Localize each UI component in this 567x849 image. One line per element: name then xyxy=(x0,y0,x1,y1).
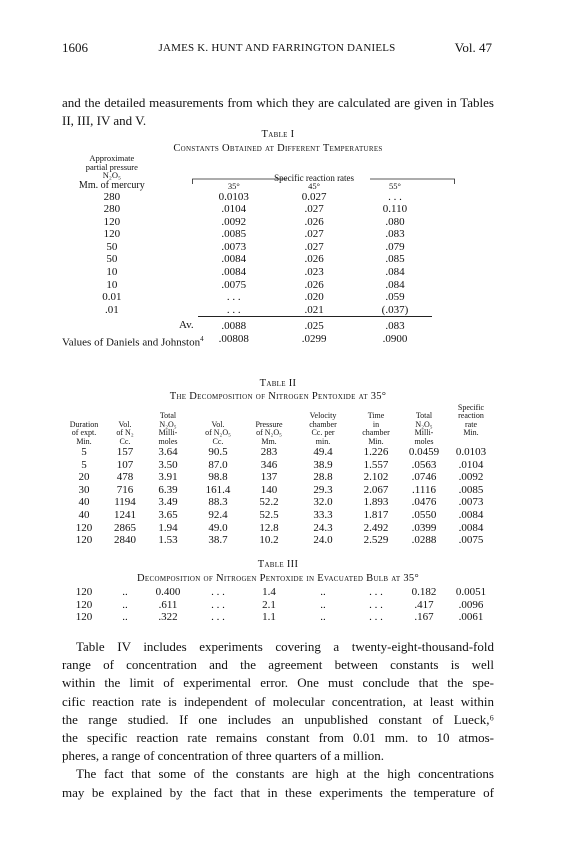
table-cell: .027 xyxy=(304,203,324,216)
header-line: moles xyxy=(414,436,434,446)
spacer xyxy=(432,216,494,229)
table1-body xyxy=(62,190,494,349)
spacer xyxy=(432,241,494,254)
spacer xyxy=(432,203,494,216)
table3 xyxy=(62,586,494,624)
spacer xyxy=(432,333,494,346)
table-cell: .083 xyxy=(358,317,431,333)
table-cell: .01 xyxy=(104,304,119,317)
table-row xyxy=(62,484,494,497)
dj-wrap xyxy=(62,333,204,349)
header-line: chamber xyxy=(362,428,390,438)
table-cell: 98.8 xyxy=(208,471,228,484)
table-cell: 280 xyxy=(103,203,121,216)
header-line: Cc. xyxy=(119,436,131,446)
table-cell: 478 xyxy=(116,471,134,484)
header-line: of N₂O₅ xyxy=(256,428,282,438)
table-cell: 2.1 xyxy=(262,598,276,611)
column-header xyxy=(400,404,448,446)
table-cell: 2840 xyxy=(114,534,136,547)
header-line: Total xyxy=(415,411,433,421)
table-cell: 29.3 xyxy=(313,483,333,496)
table-cell: 2.102 xyxy=(363,471,389,484)
temp-header-55: 55° xyxy=(388,181,401,191)
table-cell: 90.5 xyxy=(208,446,228,459)
table-cell: 0.01 xyxy=(102,291,122,304)
intro-paragraph: and the detailed measurements from which they are calculated are given in Tables II, III, IV and V. xyxy=(62,95,494,129)
table-row xyxy=(62,216,494,229)
table1-title: Constants Obtained at Different Temperatures xyxy=(173,143,383,154)
table-cell: 33.3 xyxy=(313,509,333,521)
table-cell: 120 xyxy=(75,611,93,624)
table-cell: .417 xyxy=(414,598,434,611)
table3-label: Table III xyxy=(257,559,299,570)
table-cell: 120 xyxy=(75,586,93,598)
table-cell: 1.226 xyxy=(363,446,389,459)
table-row xyxy=(62,471,494,484)
header-line: rate xyxy=(465,419,477,429)
table-cell: 0.400 xyxy=(155,586,181,598)
table-cell: .00808 xyxy=(218,333,249,346)
table-cell: .025 xyxy=(270,317,358,333)
table-cell: .0746 xyxy=(411,471,437,484)
table-row xyxy=(62,509,494,522)
table-cell: 137 xyxy=(260,471,278,484)
table-cell: .020 xyxy=(304,291,324,304)
header-line: Total xyxy=(159,411,177,421)
table2 xyxy=(62,404,494,547)
column-header xyxy=(448,404,494,446)
table-row xyxy=(62,241,494,254)
table-cell: .0476 xyxy=(411,496,437,509)
table-cell: . . . xyxy=(211,611,225,624)
av-label: Av. xyxy=(179,318,194,331)
table-cell: 140 xyxy=(260,483,278,496)
body-paragraphs xyxy=(62,638,494,802)
header-line: Vol. xyxy=(118,419,132,429)
table-cell: .0104 xyxy=(221,203,247,216)
dj-label-cell xyxy=(62,333,204,349)
body-line: range of concentration and the agreement between constants is well xyxy=(62,657,494,673)
table-cell: .080 xyxy=(385,215,405,228)
table-cell: 50 xyxy=(106,253,118,266)
table-cell: . . . xyxy=(388,190,402,203)
table-cell: .0092 xyxy=(458,471,484,484)
table-cell: 3.50 xyxy=(158,458,178,471)
temp-header-45 xyxy=(270,154,358,191)
table-cell: . . . xyxy=(226,291,241,304)
table-cell: .0088 xyxy=(198,317,270,333)
table-row xyxy=(62,279,494,292)
header-line: Vol. xyxy=(211,419,225,429)
table-cell: 0.110 xyxy=(382,203,408,216)
table2-header-row xyxy=(62,404,494,446)
header-line: Specific xyxy=(457,403,485,412)
table1-label: Table I xyxy=(261,129,295,140)
table-cell: 0.182 xyxy=(411,586,437,598)
header-line: Cc. per xyxy=(311,428,335,438)
table-cell: 1.557 xyxy=(363,458,389,471)
volume-label: Vol. 47 xyxy=(454,40,492,55)
spacer xyxy=(432,291,494,304)
table-cell: 87.0 xyxy=(208,458,228,471)
table-row xyxy=(62,253,494,266)
table-cell: .. xyxy=(122,598,128,611)
table-row xyxy=(62,459,494,472)
header-line: Velocity xyxy=(309,411,337,421)
footnote-ref: 4 xyxy=(200,335,204,344)
table-cell: .0900 xyxy=(382,333,408,346)
table-cell: .. xyxy=(122,586,128,598)
table-cell: 1.1 xyxy=(262,611,276,624)
table-cell: 0.027 xyxy=(301,190,327,203)
table-cell: .084 xyxy=(385,278,405,291)
table-row xyxy=(62,522,494,535)
table-cell: .0085 xyxy=(458,483,484,496)
table-cell: .084 xyxy=(385,266,405,279)
table2-title: The Decomposition of Nitrogen Pentoxide at 35° xyxy=(169,391,387,402)
table-cell: 120 xyxy=(75,521,93,534)
table-cell: .0299 xyxy=(301,333,327,346)
table-cell: .0073 xyxy=(458,496,484,509)
table-cell: .1116 xyxy=(412,483,436,496)
table-cell: 1.94 xyxy=(158,521,178,534)
table-cell: 10 xyxy=(106,266,118,279)
table-row xyxy=(62,446,494,459)
table-cell: 10 xyxy=(106,278,118,291)
table-cell: 120 xyxy=(75,598,93,611)
table-cell: 49.4 xyxy=(313,446,333,459)
header-line: Min. xyxy=(368,436,384,446)
table-cell: .0399 xyxy=(411,521,437,534)
table-cell: .021 xyxy=(304,303,324,316)
page-number: 1606 xyxy=(62,40,88,55)
table-cell: .0075 xyxy=(221,278,247,291)
body-line: the range studied. If one includes an unpublished constant of Lueck,⁶ xyxy=(62,711,494,727)
table-cell: .0563 xyxy=(411,458,437,471)
table-cell: .023 xyxy=(304,266,324,279)
table-cell: 2.067 xyxy=(363,483,389,496)
table-cell: .085 xyxy=(385,253,405,266)
spacer xyxy=(432,266,494,279)
header-line: in xyxy=(372,419,380,429)
table-cell: 12.8 xyxy=(259,521,279,534)
table-cell: 0.0459 xyxy=(408,446,440,459)
table-cell: 38.9 xyxy=(313,458,333,471)
table-cell: .0084 xyxy=(458,509,484,521)
body-line: The fact that some of the constants are high at the high concentrations xyxy=(76,766,494,782)
table3-title: Decomposition of Nitrogen Pentoxide in Evacuated Bulb at 35° xyxy=(137,573,419,584)
table3-body xyxy=(62,586,494,624)
table-cell: 3.49 xyxy=(158,496,178,509)
spacer xyxy=(432,253,494,266)
header-line: Duration xyxy=(69,419,99,429)
table-cell: 1.893 xyxy=(363,496,389,509)
table-cell: .. xyxy=(320,611,326,624)
header-line: N₂O₅ xyxy=(102,170,121,180)
table-cell: .0085 xyxy=(221,228,247,241)
table-cell: 28.8 xyxy=(313,471,333,484)
table-row xyxy=(62,203,494,216)
span-header: Specific reaction rates xyxy=(274,172,355,183)
spacer xyxy=(432,191,494,204)
table-cell: 1.4 xyxy=(262,586,276,598)
table-cell: 120 xyxy=(103,228,121,241)
temp-header-35: 35° xyxy=(227,181,240,191)
table-row xyxy=(62,496,494,509)
table-cell: .611 xyxy=(158,598,178,611)
table-cell: .322 xyxy=(158,611,178,624)
body-line: may be explained by the fact that in these experiments the temperature of xyxy=(62,784,494,800)
table-cell: 3.91 xyxy=(158,471,178,484)
table-cell: .0073 xyxy=(221,240,247,253)
header-line: N₂O₅ xyxy=(159,419,177,429)
table-cell: 2865 xyxy=(114,521,136,534)
body-line: cific reaction rate is independent of molecular concentration, at least within xyxy=(62,693,494,709)
table-cell: 2.492 xyxy=(363,521,389,534)
table-cell: 6.39 xyxy=(158,483,178,496)
table-cell: 1.53 xyxy=(158,534,178,547)
column-header xyxy=(106,404,144,446)
table-row xyxy=(62,228,494,241)
header-line: Min. xyxy=(463,428,479,438)
table-row xyxy=(62,599,494,612)
header-line: Min. xyxy=(76,436,92,446)
table-cell: . . . xyxy=(226,303,241,316)
header-line: Approximate xyxy=(89,153,135,163)
header-line: Mm. xyxy=(261,436,277,446)
table-cell: 24.3 xyxy=(313,521,333,534)
header-line: Pressure xyxy=(255,419,283,429)
table-cell: 30 xyxy=(78,483,90,496)
running-title: JAMES K. HUNT AND FARRINGTON DANIELS xyxy=(158,42,396,54)
header-line xyxy=(448,438,494,446)
table1-col0-header xyxy=(62,154,198,191)
table-cell: (.037) xyxy=(381,303,409,316)
table-cell: .026 xyxy=(304,215,324,228)
table-cell: 120 xyxy=(75,534,93,547)
table-cell: 280 xyxy=(103,190,121,203)
table-cell: 24.0 xyxy=(313,534,333,547)
table-cell: .079 xyxy=(385,240,405,253)
table-cell: .026 xyxy=(304,278,324,291)
table-cell: 5 xyxy=(81,446,87,459)
table-cell: .0075 xyxy=(458,534,484,547)
header-line: of N₂ xyxy=(116,428,134,438)
header-line: Cc. xyxy=(212,436,224,446)
table-cell: .0096 xyxy=(458,598,484,611)
table-cell: 3.65 xyxy=(158,509,178,521)
column-header xyxy=(244,404,294,446)
header-line: of expt. xyxy=(71,428,97,438)
table-cell: 49.0 xyxy=(208,521,228,534)
header-line: reaction xyxy=(458,411,484,421)
table-cell: 2.529 xyxy=(363,534,389,547)
table-cell: .026 xyxy=(304,253,324,266)
page-header xyxy=(62,40,492,58)
table-row xyxy=(62,611,494,624)
table-row xyxy=(62,534,494,547)
table-row xyxy=(62,266,494,279)
header-line: of N₂O₅ xyxy=(205,428,231,438)
column-header xyxy=(144,404,192,446)
spacer xyxy=(432,228,494,241)
header-line: Mm. of mercury xyxy=(78,179,145,191)
table-cell: .027 xyxy=(304,240,324,253)
table-cell: . . . xyxy=(369,586,383,598)
header-line: N₂O₅ xyxy=(415,419,433,429)
average-row xyxy=(62,317,494,333)
table-cell: .. xyxy=(320,586,326,598)
spacer xyxy=(432,154,494,191)
table-row xyxy=(62,291,494,304)
table-cell: 346 xyxy=(260,458,278,471)
body-line: within the limit of experimental error. One must conclude that the spe- xyxy=(62,675,494,691)
header-line: Time xyxy=(367,411,385,421)
table-cell: .167 xyxy=(414,611,434,624)
column-header xyxy=(294,404,352,446)
table-cell: 50 xyxy=(106,240,118,253)
table-cell: . . . xyxy=(369,598,383,611)
table2-label: Table II xyxy=(259,378,297,389)
table-cell: .0550 xyxy=(411,509,437,521)
table-cell: . . . xyxy=(369,611,383,624)
table-cell: 38.7 xyxy=(208,534,228,547)
table-cell: .. xyxy=(320,598,326,611)
table-cell: .0084 xyxy=(221,253,247,266)
av-label-cell xyxy=(62,317,198,333)
header-line: moles xyxy=(158,436,178,446)
table-cell: 92.4 xyxy=(208,509,228,521)
table-cell: .0084 xyxy=(221,266,247,279)
dj-label: Values of Daniels and Johnston xyxy=(62,336,201,349)
table-cell: 157 xyxy=(116,446,134,459)
table-cell: .0084 xyxy=(458,521,484,534)
header-line: partial pressure xyxy=(85,161,138,172)
table1 xyxy=(62,153,494,349)
table-cell: 0.0103 xyxy=(218,190,249,203)
table-cell: 52.2 xyxy=(259,496,279,509)
table-cell: 283 xyxy=(260,446,278,459)
table-cell: 107 xyxy=(116,458,134,471)
table-cell: .083 xyxy=(385,228,405,241)
table-cell: 3.64 xyxy=(158,446,178,459)
table-row xyxy=(62,191,494,204)
header-line: min. xyxy=(315,436,331,446)
temp-header-45-text: 45° xyxy=(308,181,321,191)
table-cell: 161.4 xyxy=(205,483,231,496)
table-row xyxy=(62,304,494,317)
reference-row xyxy=(62,333,494,346)
column-header xyxy=(192,404,244,446)
header-line: Milli- xyxy=(414,428,434,438)
table-cell: 5 xyxy=(81,458,87,471)
table-cell: . . . xyxy=(211,586,225,598)
table-cell: .. xyxy=(122,611,128,624)
table-row xyxy=(62,586,494,599)
table-cell: 0.0051 xyxy=(455,586,487,598)
table-cell: 1.817 xyxy=(363,509,389,521)
table-cell: 32.0 xyxy=(313,496,333,509)
table-cell: .0104 xyxy=(458,458,484,471)
column-header xyxy=(62,404,106,446)
table-cell: 40 xyxy=(78,496,90,509)
table-cell: 40 xyxy=(78,509,90,521)
header-line: chamber xyxy=(309,419,337,429)
table-cell: 1241 xyxy=(114,509,136,521)
column-header xyxy=(352,404,400,446)
table-cell: 0.0103 xyxy=(455,446,487,459)
table-cell: 120 xyxy=(103,215,121,228)
table-cell: 1194 xyxy=(114,496,136,509)
table-cell: 20 xyxy=(78,471,90,484)
body-line: pheres, a range of concentration of three quarters of a million. xyxy=(62,748,384,764)
table-cell: .0092 xyxy=(221,215,247,228)
table2-body xyxy=(62,446,494,547)
table-cell: 716 xyxy=(116,483,134,496)
table-cell: .059 xyxy=(385,291,405,304)
table-cell: . . . xyxy=(211,598,225,611)
table-cell: .0288 xyxy=(411,534,437,547)
spacer xyxy=(432,304,494,317)
table-cell: 52.5 xyxy=(259,509,279,521)
spacer xyxy=(432,317,494,333)
table-cell: .0061 xyxy=(458,611,484,624)
table-cell: .027 xyxy=(304,228,324,241)
body-line: Table IV includes experiments covering a twenty-eight-thousand-fold xyxy=(76,639,494,654)
spacer xyxy=(432,279,494,292)
body-line: the specific reaction rate remains constant from 0.01 mm. to 10 atmos- xyxy=(62,730,494,746)
table-cell: 88.3 xyxy=(208,496,228,509)
table-cell: 10.2 xyxy=(259,534,279,547)
header-line: Milli- xyxy=(158,428,178,438)
